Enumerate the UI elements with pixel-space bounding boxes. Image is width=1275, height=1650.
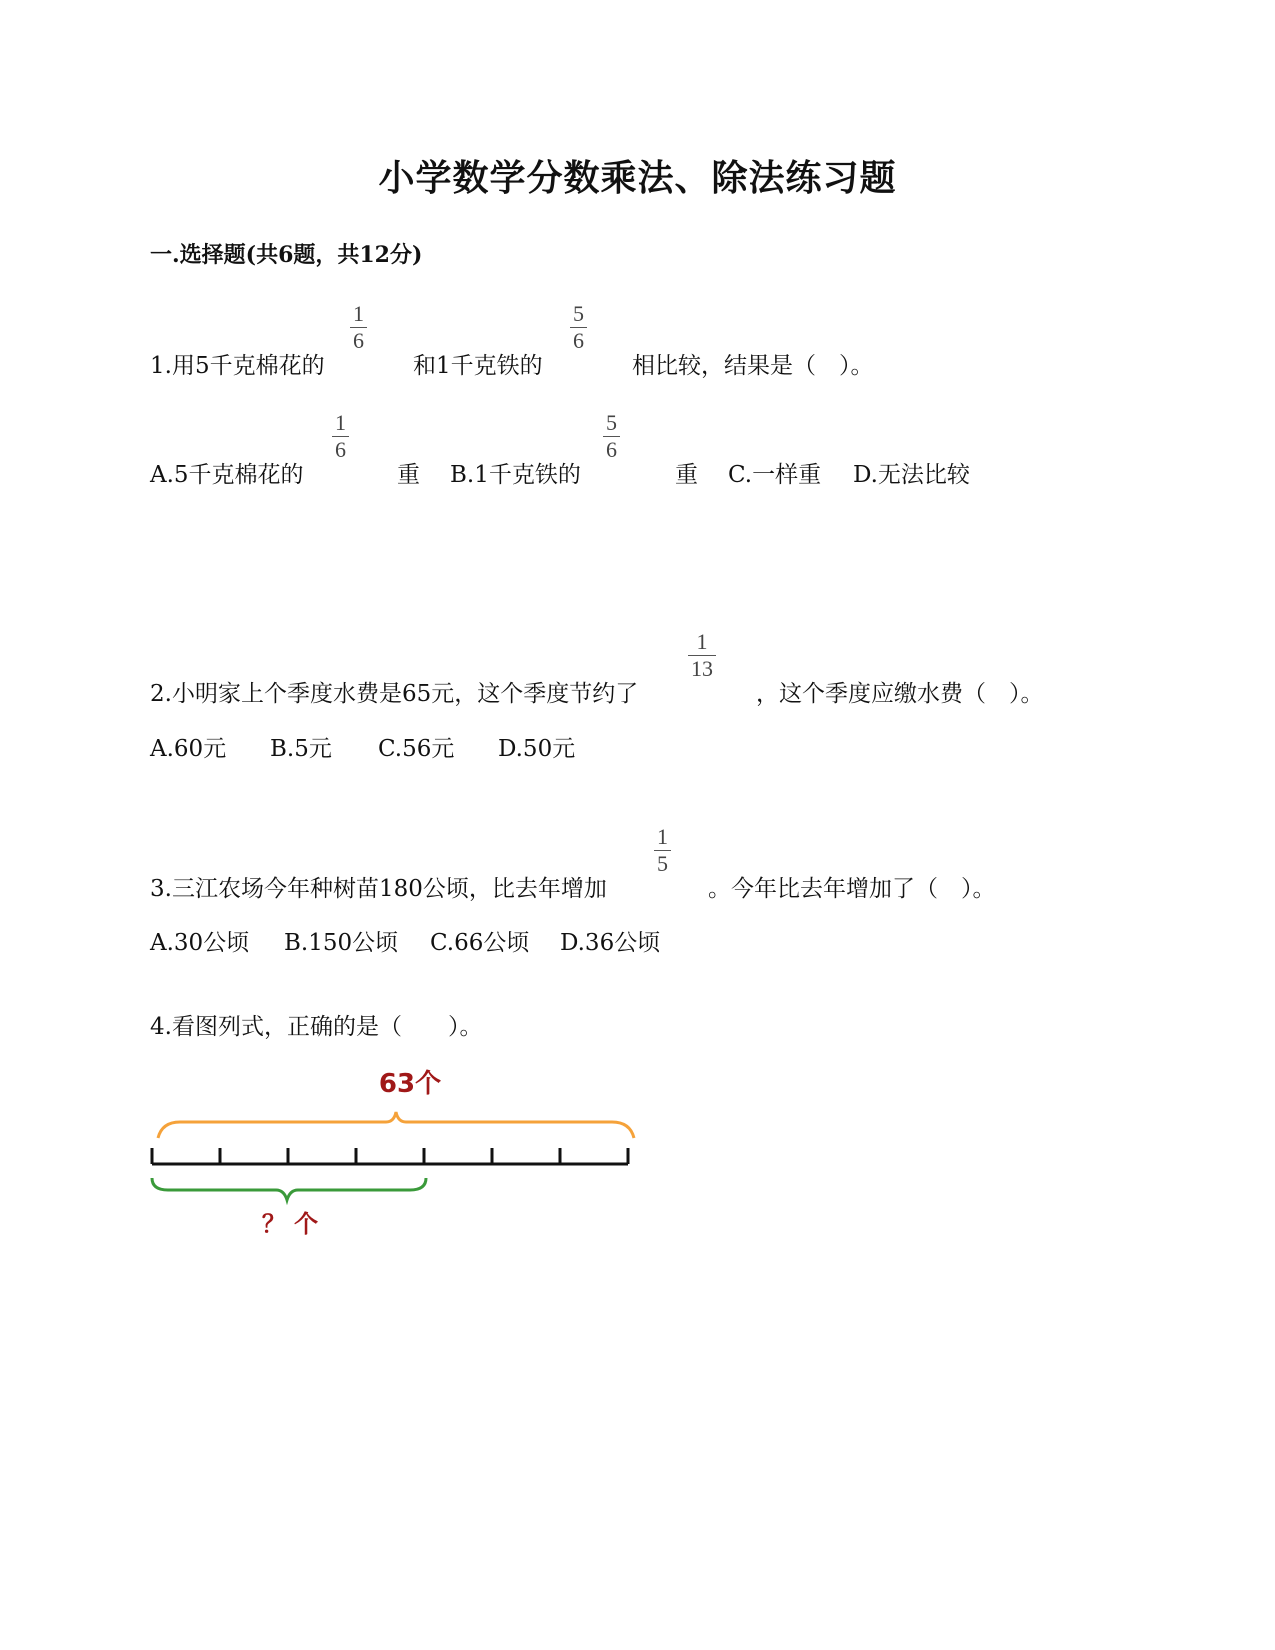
fraction-denominator: 13 xyxy=(691,656,713,681)
fraction-numerator: 5 xyxy=(573,301,584,326)
q3-option-d: D.36公顷 xyxy=(560,930,661,956)
fraction-denominator: 6 xyxy=(573,328,584,353)
q2-option-d: D.50元 xyxy=(498,736,576,762)
section-heading: 一.选择题(共6题，共12分) xyxy=(150,242,423,268)
q3-text-part1: 3.三江农场今年种树苗180公顷，比去年增加 xyxy=(150,876,607,902)
q1-fraction-2 xyxy=(570,302,587,353)
q1-text-part3: 相比较，结果是（ ）。 xyxy=(632,353,874,379)
q1-option-b-suffix: 重 xyxy=(675,462,698,488)
q2-option-c: C.56元 xyxy=(378,736,455,762)
q4-text: 4.看图列式，正确的是（ ）。 xyxy=(150,1014,483,1040)
q3-option-c: C.66公顷 xyxy=(430,930,530,956)
q1-option-a-suffix: 重 xyxy=(397,462,420,488)
q3-fraction xyxy=(654,825,671,876)
page-title: 小学数学分数乘法、除法练习题 xyxy=(378,157,897,199)
fraction-numerator: 1 xyxy=(657,824,668,849)
fraction-numerator: 1 xyxy=(353,301,364,326)
fraction-numerator: 5 xyxy=(606,410,617,435)
top-brace xyxy=(158,1112,634,1138)
fraction-numerator: 1 xyxy=(696,629,708,654)
q1-option-c: C.一样重 xyxy=(728,462,822,488)
q1-text-part1: 1.用5千克棉花的 xyxy=(150,353,325,379)
q3-text-part2: 。今年比去年增加了（ ）。 xyxy=(708,876,996,902)
number-line xyxy=(152,1148,628,1164)
fraction-denominator: 5 xyxy=(657,851,668,876)
fraction-denominator: 6 xyxy=(335,437,346,462)
q1-option-a: A.5千克棉花的 xyxy=(150,462,304,488)
bottom-brace xyxy=(152,1178,426,1200)
diagram-question-label: ？ 个 xyxy=(261,1210,319,1238)
fraction-denominator: 6 xyxy=(606,437,617,462)
diagram-total-label: 63个 xyxy=(378,1069,442,1099)
q1-fraction-1 xyxy=(350,302,367,353)
fraction-denominator: 6 xyxy=(353,328,364,353)
q2-text-part1: 2.小明家上个季度水费是65元，这个季度节约了 xyxy=(150,681,639,707)
fraction-numerator: 1 xyxy=(335,410,346,435)
q1-option-b-fraction xyxy=(603,411,620,462)
line-segment-diagram xyxy=(140,1060,680,1260)
q1-text-part2: 和1千克铁的 xyxy=(413,353,543,379)
q3-option-b: B.150公顷 xyxy=(284,930,399,956)
q3-option-a: A.30公顷 xyxy=(150,930,250,956)
q2-fraction xyxy=(688,630,716,681)
q2-option-b: B.5元 xyxy=(270,736,332,762)
q1-option-b: B.1千克铁的 xyxy=(450,462,581,488)
q1-option-a-fraction xyxy=(332,411,349,462)
q2-text-part2: ，这个季度应缴水费（ ）。 xyxy=(756,681,1044,707)
q1-option-d: D.无法比较 xyxy=(853,462,970,488)
q2-option-a: A.60元 xyxy=(150,736,227,762)
